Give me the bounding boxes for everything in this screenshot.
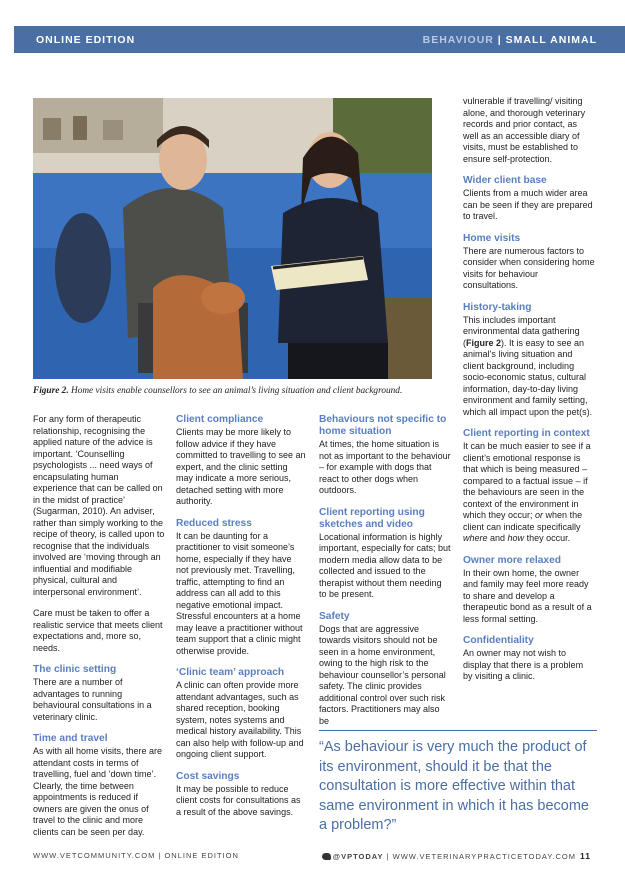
context-or: or — [535, 510, 544, 520]
heading-clinic-setting: The clinic setting — [33, 664, 117, 675]
section-label — [423, 34, 597, 46]
owner-relaxed-paragraph: In their own home, the owner and family may feel more ready to share and develop a therapeutic bond as a result of a less formal setting. — [463, 567, 592, 624]
client-compliance-paragraph: Clients may be more likely to follow advice if they have committed to travelling to see an expert, and the clinic setting may indicate a more serious, detached setting with more authority. — [176, 427, 306, 506]
heading-safety: Safety — [319, 610, 350, 622]
context-text-c: they occur. — [524, 533, 571, 543]
intro-paragraph: For any form of therapeutic relationship, recognising the applied nature of the advice is important. ‘Counselling psychologists ... need ways of encapsulating human experience that can be called on in the midst of practice’ (Sugarman, 2010). An adviser, rather than simply working to the recipe of theory, is called upon to recognise that the individuals involved are ‘moving through an influential and modifiable physical, cultural and interpersonal environment’. — [33, 414, 165, 597]
context-how: how — [507, 533, 525, 543]
heading-client-compliance: Client compliance — [176, 414, 264, 425]
edition-label: ONLINE EDITION — [36, 34, 136, 46]
twitter-icon — [322, 853, 331, 860]
context-paragraph — [463, 441, 595, 545]
pull-quote-rule — [319, 730, 597, 731]
time-travel-paragraph: As with all home visits, there are attendant costs in terms of travelling, fuel and ‘down time’. Clearly, the time between appointments is reduced if owners are given the onus of travel to the clinic and more clients can be seen per day. — [33, 746, 163, 837]
history-text-b: ). It is easy to see an animal’s living situation and client background, including socio-economic status, cultural information, day-to-day living environment and family setting, which all impact upon the pet(s). — [463, 337, 593, 417]
column-1 — [33, 414, 165, 848]
client-reporting-paragraph: Locational information is highly important, especially for cats; but modern media allow data to be collected and issued to the therapist without them needing to be present. — [319, 531, 451, 599]
heading-clinic-team: ‘Clinic team’ approach — [176, 667, 285, 678]
clinic-setting-paragraph: There are a number of advantages to running behavioural consultations in a veterinary clinic. — [33, 677, 152, 722]
reduced-stress-paragraph: It can be daunting for a practitioner to visit someone’s home, especially if they have not previously met. Travelling, traffic, attempting to find an address can all add to this negative emotional impact. Stressful encounters at a home may leave a practitioner without team support that a clinic might otherwise provide. — [176, 530, 303, 656]
heading-reduced-stress: Reduced stress — [176, 517, 252, 529]
twitter-handle[interactable]: @VPTODAY — [332, 852, 384, 861]
column-2 — [176, 414, 306, 828]
continued-paragraph: vulnerable if travelling/ visiting alone, and thorough veterinary records and prior contact, as well as an accessible diary of visits, must be established to ensure self-protection. — [463, 96, 586, 164]
context-text-b: when the client can indicate specifically — [463, 510, 583, 532]
context-text-a: It can be much easier to see if a client’s emotional response is that which is being measured – compared to a factual issue – if the behaviours are seen in the context of the environment in which they occur; — [463, 441, 591, 520]
clinic-team-paragraph: A clinic can often provide more attendant advantages, such as shared reception, booking system, notes systems and medical history availability. This can also help with follow-up and ongoing client support. — [176, 680, 304, 759]
pull-quote: “As behaviour is very much the product of its environment, should it be that the consultation is more effective within that same environment in which it has become a problem?” — [319, 739, 589, 833]
context-and: and — [487, 533, 508, 543]
column-3 — [319, 414, 451, 737]
history-taking-paragraph — [463, 315, 595, 419]
expectations-paragraph: Care must be taken to offer a realistic service that meets client expectations and, more so, needs. — [33, 608, 163, 653]
section-separator: | — [497, 34, 502, 46]
heading-confidentiality: Confidentiality — [463, 635, 534, 646]
figure-caption — [33, 386, 453, 396]
heading-client-reporting-context: Client reporting in context — [463, 428, 590, 439]
heading-behaviours-not-specific: Behaviours not specific to home situation — [319, 414, 447, 437]
heading-wider-client-base: Wider client base — [463, 175, 547, 186]
confidentiality-paragraph: An owner may not wish to display that there is a problem by visiting a clinic. — [463, 648, 584, 681]
figure-2-photo — [33, 98, 432, 379]
section-sub: SMALL ANIMAL — [505, 34, 597, 46]
figure-2-reference: Figure 2 — [466, 337, 502, 348]
history-text-a: This includes important environmental data gathering ( — [463, 314, 580, 348]
page-number: 11 — [580, 851, 591, 861]
header-bar — [14, 26, 625, 53]
footer-right — [322, 851, 591, 861]
heading-cost-savings: Cost savings — [176, 770, 240, 782]
behaviours-paragraph: At times, the home situation is not as important to the behaviour – for example with dogs that react to other dogs when outdoors. — [319, 439, 451, 495]
consultation-illustration — [33, 98, 432, 379]
safety-paragraph: Dogs that are aggressive towards visitors should not be seen in a home environment, owing to the high risk to the behaviour counsellor’s personal safety. The clinic provides additional control over such risk factors. Practitioners may also be — [319, 623, 446, 726]
heading-time-travel: Time and travel — [33, 733, 108, 744]
home-visits-paragraph: There are numerous factors to consider when considering home visits for behaviour consultations. — [463, 245, 595, 290]
heading-history-taking: History-taking — [463, 301, 532, 313]
heading-owner-relaxed: Owner more relaxed — [463, 554, 561, 566]
caption-label: Figure 2. — [33, 386, 69, 396]
cost-savings-paragraph: It may be possible to reduce client costs for consultations as a result of the above savings. — [176, 783, 301, 817]
heading-home-visits: Home visits — [463, 232, 521, 244]
heading-client-reporting-sketches: Client reporting using sketches and video — [319, 506, 425, 530]
footer-left: WWW.VETCOMMUNITY.COM | ONLINE EDITION — [33, 851, 239, 860]
caption-text: Home visits enable counsellors to see an animal’s living situation and client background. — [68, 386, 403, 396]
context-where: where — [463, 533, 488, 543]
wider-client-paragraph: Clients from a much wider area can be seen if they are prepared to travel. — [463, 188, 593, 221]
column-4 — [463, 96, 595, 693]
footer-site[interactable]: | WWW.VETERINARYPRACTICETODAY.COM — [383, 852, 576, 861]
section-category: BEHAVIOUR — [422, 34, 494, 46]
